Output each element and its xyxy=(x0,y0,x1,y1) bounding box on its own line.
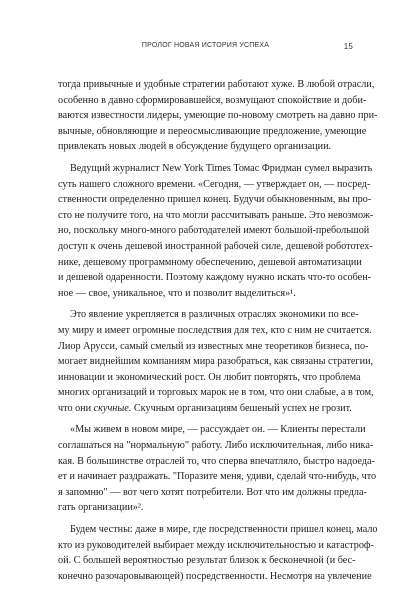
paragraph xyxy=(58,422,377,516)
text-line: Это явление укрепляется в различных отраслях экономики по все- xyxy=(70,309,359,321)
text-line: многих организаций и торговых марок не в том, что они слабые, а в том, xyxy=(58,387,374,399)
text-line: му миру и имеет огромные последствия для тех, кто с ним не считается. xyxy=(58,324,372,336)
text-line: ваются известности лидеры, умеющие по-новому смотреть на давно при- xyxy=(58,110,378,122)
paragraph xyxy=(58,522,378,584)
text-line: ет и начинает раздражать. "Поразите меня, удиви, сделай что-нибудь, что xyxy=(58,471,377,483)
paragraph xyxy=(58,161,374,301)
text-line: что они скучные. Скучным организациям бешеный успех не грозит. xyxy=(58,402,352,414)
text-line: Лиор Арусси, самый смелый из известных мне теоретиков бизнеса, по- xyxy=(58,340,369,352)
text-line: Ведущий журналист New York Times Томас Фридман сумел выразить xyxy=(70,162,373,174)
text-line: сто не получите того, на что могли рассчитывать раньше. Это невозмож- xyxy=(58,209,374,221)
page-number: 15 xyxy=(343,42,353,51)
text-line: ой. С большей вероятностью результат близок к бесконечной (и бес- xyxy=(58,555,356,567)
text-line: суть нашего сложного времени. «Сегодня, — утверждает он, — посред- xyxy=(58,178,371,190)
text-line: вычные, обновляющие и переосмысливающие предложение, умеющие xyxy=(58,125,367,137)
text-line: могает виднейшим компаниям мира разобраться, как связаны стратегии, xyxy=(58,356,374,368)
text-line: доступ к очень дешевой иностранной рабочей силе, дешевой робототех- xyxy=(58,240,373,252)
text-line: ственности определенно пришел конец. Будучи обыкновенным, вы про- xyxy=(58,194,372,206)
paragraph xyxy=(58,77,378,155)
text-line: гать организации»². xyxy=(58,502,144,514)
text-line: особенно в давно сформировавшейся, возмущают спокойствие и доби- xyxy=(58,94,367,106)
text-line: и дешевой одаренности. Поэтому каждому нужно искать что-то особен- xyxy=(58,272,372,284)
text-line: кто из руководителей выбирает между исключительностью и катастроф- xyxy=(58,539,374,551)
text-line: Будем честны: даже в мире, где посредственности пришел конец, мало xyxy=(70,524,378,536)
text-line: ное — свое, уникальное, что и позволит выделиться»¹. xyxy=(58,287,296,299)
text-line: но, поскольку много-много работодателей имеют большой-пребольшой xyxy=(58,225,370,237)
text-line: конечно разочаровывающей) посредственности. Несмотря на увлечение xyxy=(58,570,372,582)
body-text xyxy=(58,77,378,590)
text-line: «Мы живем в новом мире, — рассуждает он. — Клиенты перестали xyxy=(70,424,366,436)
text-line: нике, дешевому программному обеспечению, дешевой автоматизации xyxy=(58,256,362,268)
text-line: кая. В большинстве отраслей то, что сперва впечатляло, быстро надоеда- xyxy=(58,455,375,467)
text-line: я запомню" — вот чего хотят потребители. Вот что им должны предла- xyxy=(58,486,367,498)
text-line: тогда привычные и удобные стратегии работают хуже. В любой отрасли, xyxy=(58,79,375,90)
text-line: соглашаться на "нормальную" работу. Либо исключительная, либо ника- xyxy=(58,440,374,452)
running-head-title: ПРОЛОГ НОВАЯ ИСТОРИЯ УСПЕХА xyxy=(141,42,270,49)
text-line: инновации и экономический рост. Он любит повторять, что проблема xyxy=(58,371,361,383)
text-line: привлекать новых людей в обсуждение будущего организации. xyxy=(58,141,332,153)
running-head xyxy=(0,42,411,54)
paragraph xyxy=(58,307,374,416)
